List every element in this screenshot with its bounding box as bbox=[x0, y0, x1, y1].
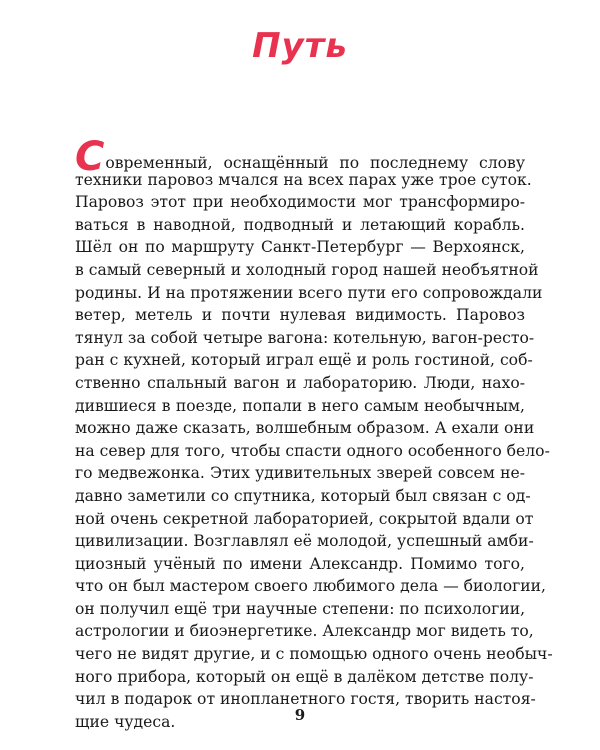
text-line: щие чудеса. bbox=[75, 712, 176, 731]
text-line: на север для того, чтобы спасти одного особенного бело- bbox=[75, 441, 550, 460]
text-line: чего не видят другие, и с помощью одного очень необыч- bbox=[75, 645, 553, 664]
body-text bbox=[75, 134, 553, 733]
text-line: родины. И на протяжении всего пути его сопровождали bbox=[75, 283, 543, 302]
text-line: тянул за собой четыре вагона: котельную, вагон-ресто- bbox=[75, 328, 535, 347]
text-line: он получил ещё три научные степени: по психологии, bbox=[75, 599, 526, 618]
chapter-title: Путь bbox=[252, 26, 348, 66]
first-line-text: овременный, оснащённый по последнему слову bbox=[105, 154, 525, 172]
text-line: можно даже сказать, волшебным образом. А ехали они bbox=[75, 419, 535, 438]
text-line: Паровоз этот при необходимости мог трансформиро- bbox=[75, 193, 525, 212]
paragraph-lines bbox=[75, 169, 553, 734]
text-line: ваться в наводной, подводный и летающий корабль. bbox=[75, 215, 525, 234]
page-number: 9 bbox=[294, 706, 306, 724]
text-line: чил в подарок от инопланетного гостя, творить настоя- bbox=[75, 690, 536, 709]
text-line: цивилизации. Возглавлял её молодой, успешный амби- bbox=[75, 532, 534, 551]
text-line: техники паровоз мчался на всех парах уже трое суток. bbox=[75, 170, 532, 189]
text-line: астрологии и биоэнергетике. Александр мог видеть то, bbox=[75, 622, 534, 641]
text-line: давно заметили со спутника, который был связан с од- bbox=[75, 486, 531, 505]
text-line: ственно спальный вагон и лабораторию. Люди, нахо- bbox=[75, 373, 525, 392]
text-line: что он был мастером своего любимого дела — биологии, bbox=[75, 577, 547, 596]
text-line: циозный учёный по имени Александр. Помимо того, bbox=[75, 554, 525, 573]
text-line: ветер, метель и почти нулевая видимость. Паровоз bbox=[75, 306, 525, 325]
text-line: в самый северный и холодный город нашей необъятной bbox=[75, 260, 539, 279]
text-line: ной очень секретной лабораторией, сокрытой вдали от bbox=[75, 509, 534, 528]
text-line: дившиеся в поезде, попали в него самым необычным, bbox=[75, 396, 525, 415]
text-line: Шёл он по маршруту Санкт-Петербург — Верхоянск, bbox=[75, 238, 525, 257]
text-line: ран с кухней, который играл ещё и роль гостиной, соб- bbox=[75, 351, 533, 370]
text-line: ного прибора, который он ещё в далёком детстве полу- bbox=[75, 667, 534, 686]
text-line: го медвежонка. Этих удивительных зверей совсем не- bbox=[75, 464, 525, 483]
drop-cap: С bbox=[75, 134, 105, 180]
